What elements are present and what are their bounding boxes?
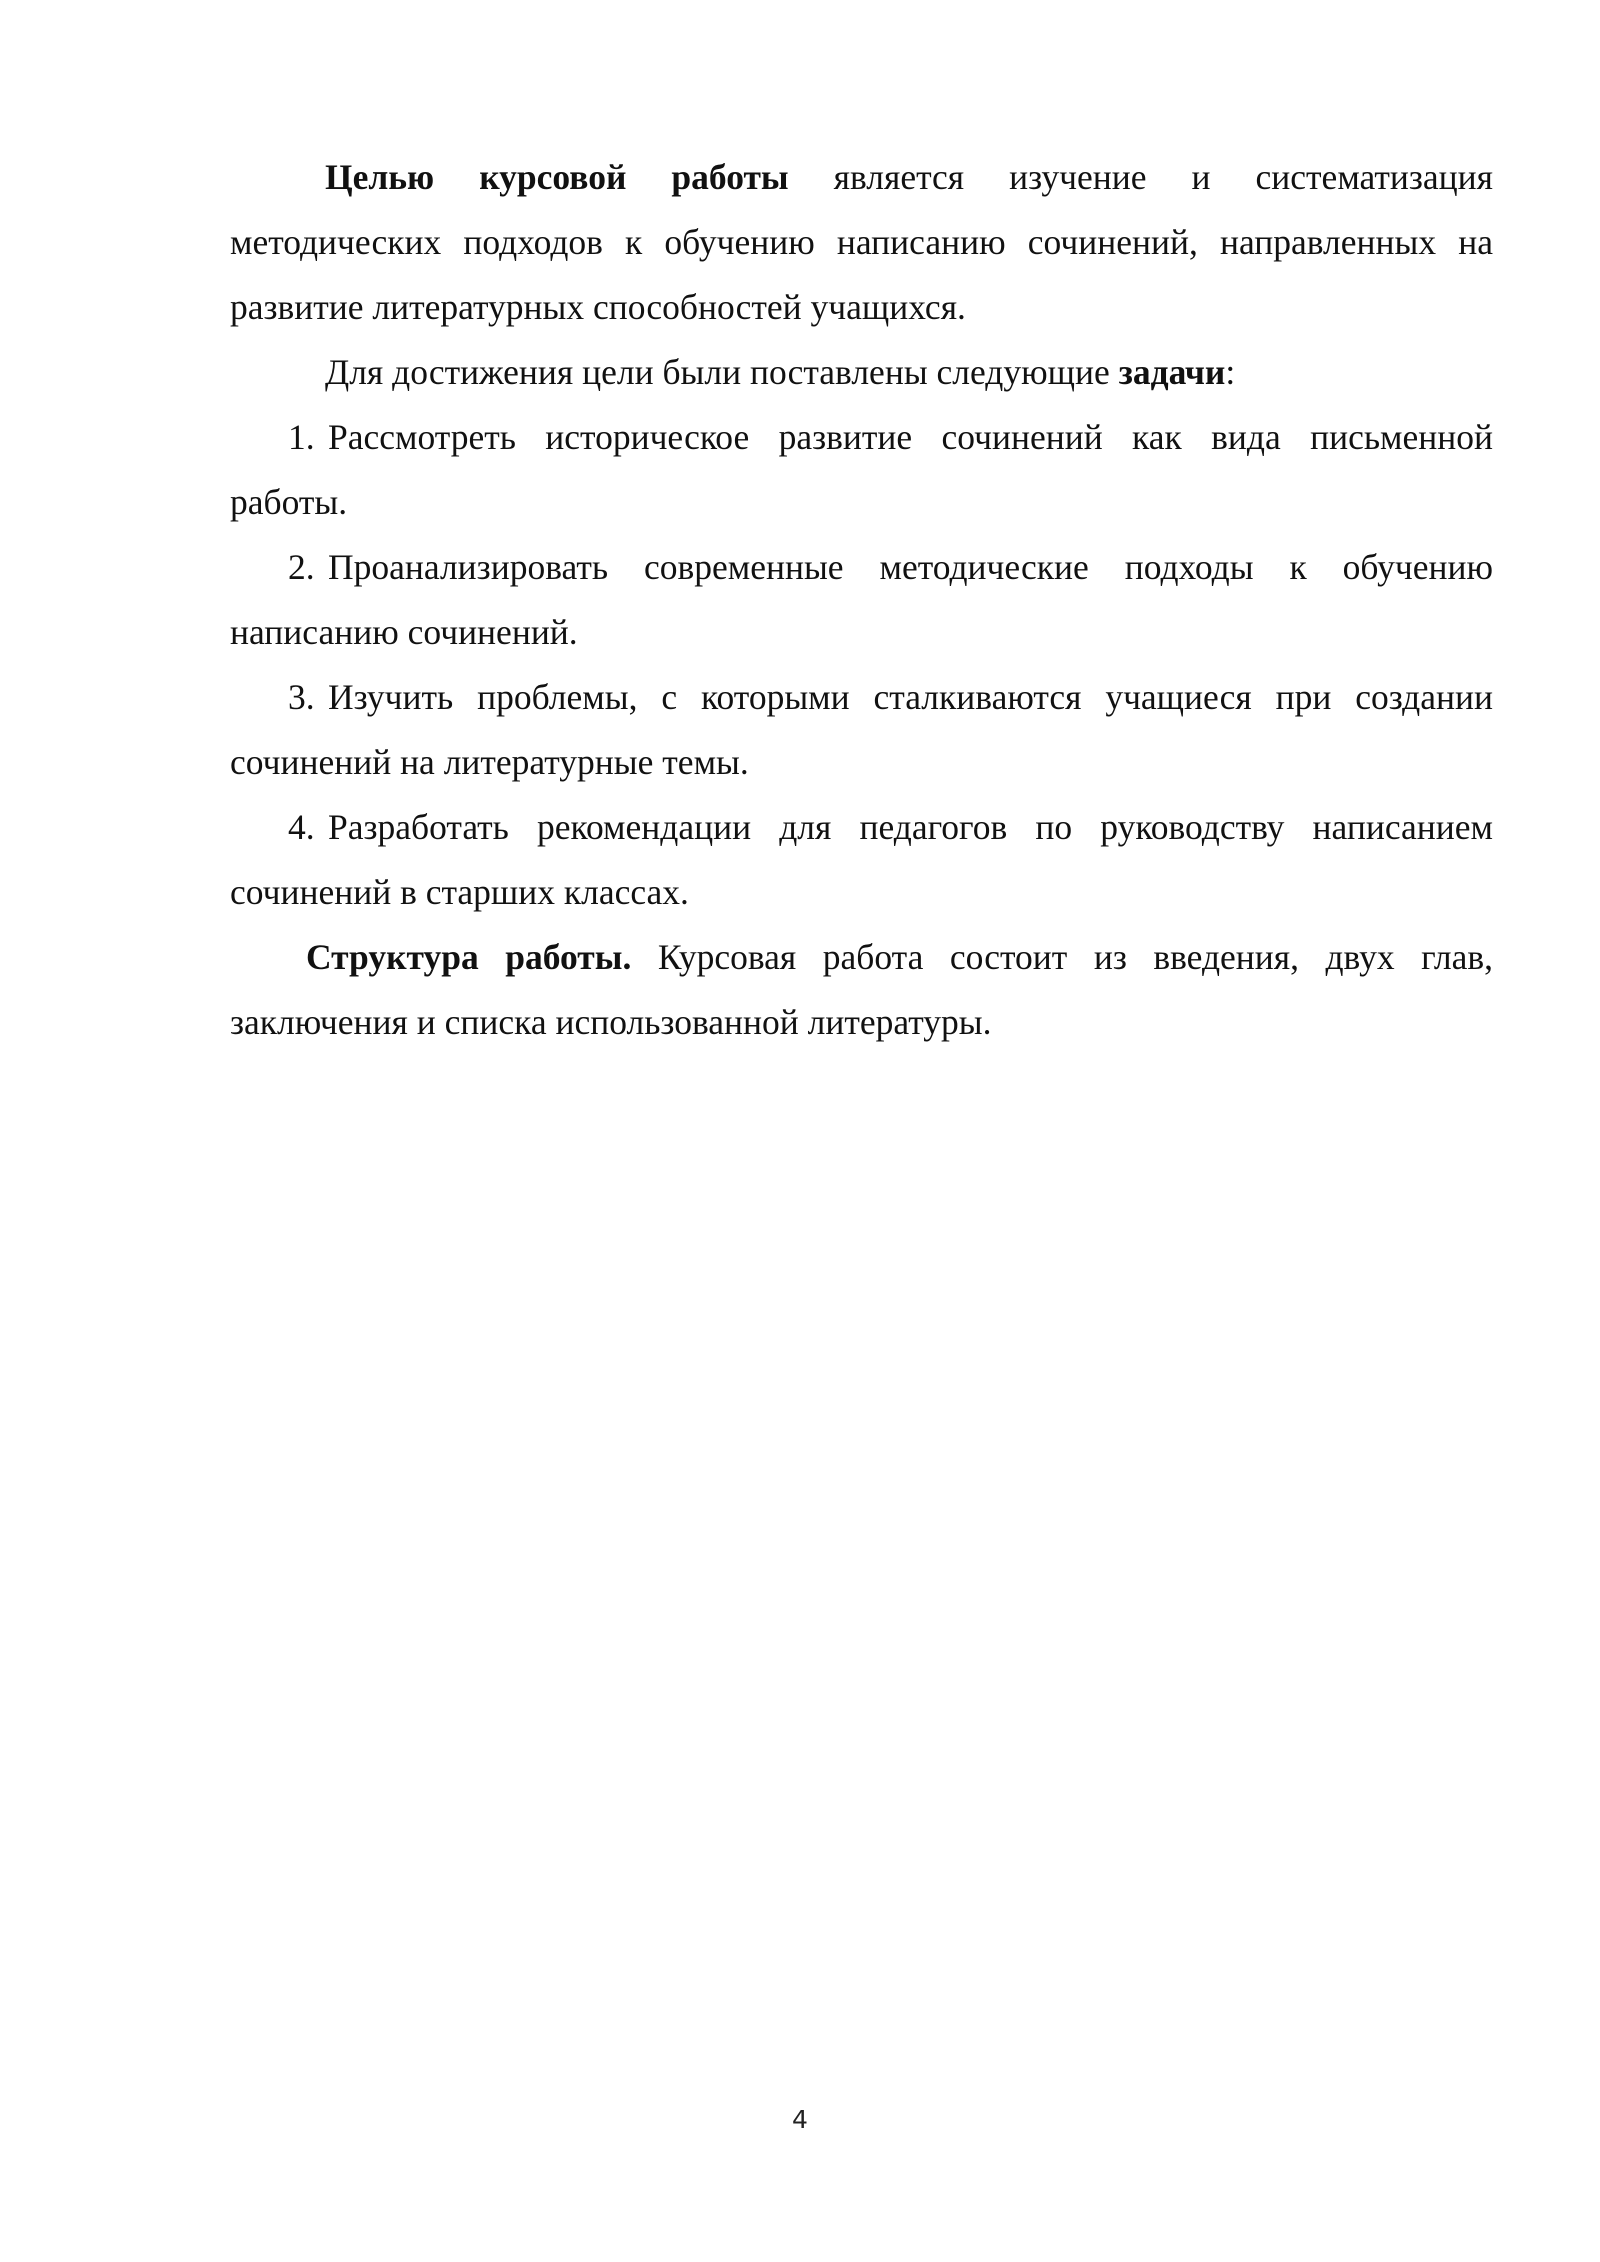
task-number: 4. — [288, 807, 315, 847]
tasks-intro-paragraph — [230, 340, 1493, 405]
goal-text: является изучение и систематизация методических подходов к обучению написанию сочинений, направленных на развитие литературных способностей учащихся. — [230, 157, 1493, 327]
page-number: 4 — [792, 2105, 808, 2134]
tasks-intro-text: Для достижения цели были поставлены следующие — [325, 352, 1119, 392]
task-text: Изучить проблемы, с которыми сталкиваются учащиеся при создании сочинений на литературные темы. — [230, 677, 1493, 782]
task-number: 2. — [288, 547, 315, 587]
task-number: 3. — [288, 677, 315, 717]
task-item-2 — [230, 535, 1493, 665]
task-item-4 — [230, 795, 1493, 925]
task-text: Проанализировать современные методические подходы к обучению написанию сочинений. — [230, 547, 1493, 652]
tasks-intro-colon: : — [1225, 352, 1236, 392]
structure-bold-lead: Структура работы. — [306, 937, 632, 977]
task-number: 1. — [288, 417, 315, 457]
task-item-1 — [230, 405, 1493, 535]
page-body — [230, 145, 1493, 1055]
structure-text: Курсовая работа состоит из введения, двух глав, заключения и списка использованной литературы. — [230, 937, 1493, 1042]
goal-bold-lead: Целью курсовой работы — [325, 157, 789, 197]
task-text: Разработать рекомендации для педагогов по руководству написанием сочинений в старших классах. — [230, 807, 1493, 912]
goal-paragraph — [230, 145, 1493, 340]
task-item-3 — [230, 665, 1493, 795]
task-text: Рассмотреть историческое развитие сочинений как вида письменной работы. — [230, 417, 1493, 522]
structure-paragraph — [230, 925, 1493, 1055]
tasks-intro-bold-word: задачи — [1118, 352, 1226, 392]
